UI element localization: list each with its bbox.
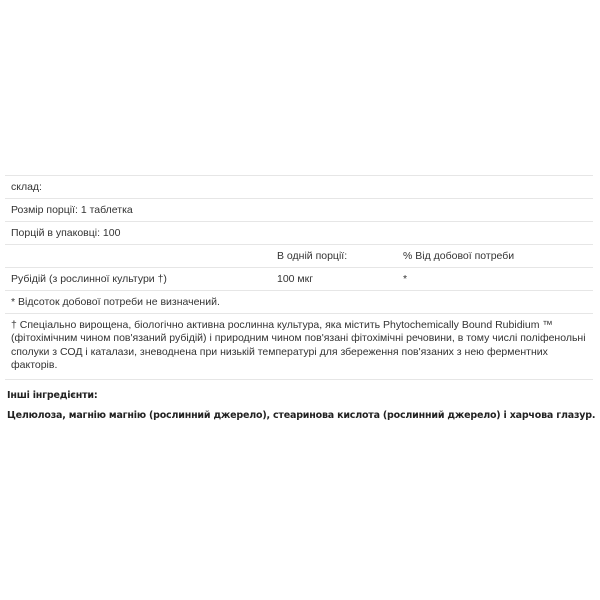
- column-header-name: [5, 245, 271, 268]
- table-row-servings-per-container: [5, 222, 593, 245]
- supplement-facts-table: [5, 175, 593, 380]
- table-row-footnote-dagger: [5, 314, 593, 380]
- nutrient-daily-value: *: [397, 268, 593, 291]
- serving-size: Розмір порції: 1 таблетка: [5, 199, 593, 222]
- table-header-row: [5, 245, 593, 268]
- footnote-dagger: † Спеціально вирощена, біологічно активна рослинна культура, яка містить Phytochemically Bound Rubidium ™ (фітохімічним чином пов'язаний рубідій) і природним чином пов'язані фітохімічні речовини, в тому числі поліфенольні сполуки з СОД і каталази, зневоднена при низькій температурі для збереження пов'язаних з нею ферментних факторів.: [5, 314, 593, 380]
- other-ingredients-list: Целюлоза, магнію магнію (рослинний джерело), стеаринова кислота (рослинний джерело) і харчова глазур.: [7, 410, 596, 421]
- table-row-serving-size: [5, 199, 593, 222]
- table-row-heading: [5, 176, 593, 199]
- table-row: [5, 268, 593, 291]
- footnote-star: * Відсоток добової потреби не визначений.: [5, 291, 593, 314]
- column-header-amount: В одній порції:: [271, 245, 397, 268]
- facts-heading: склад:: [5, 176, 593, 199]
- column-header-daily-value: % Від добової потреби: [397, 245, 593, 268]
- table-row-footnote-star: [5, 291, 593, 314]
- nutrient-name: Рубідій (з рослинної культури †): [5, 268, 271, 291]
- nutrient-amount: 100 мкг: [271, 268, 397, 291]
- other-ingredients-title: Інші інгредієнти:: [7, 390, 98, 401]
- servings-per-container: Порцій в упаковці: 100: [5, 222, 593, 245]
